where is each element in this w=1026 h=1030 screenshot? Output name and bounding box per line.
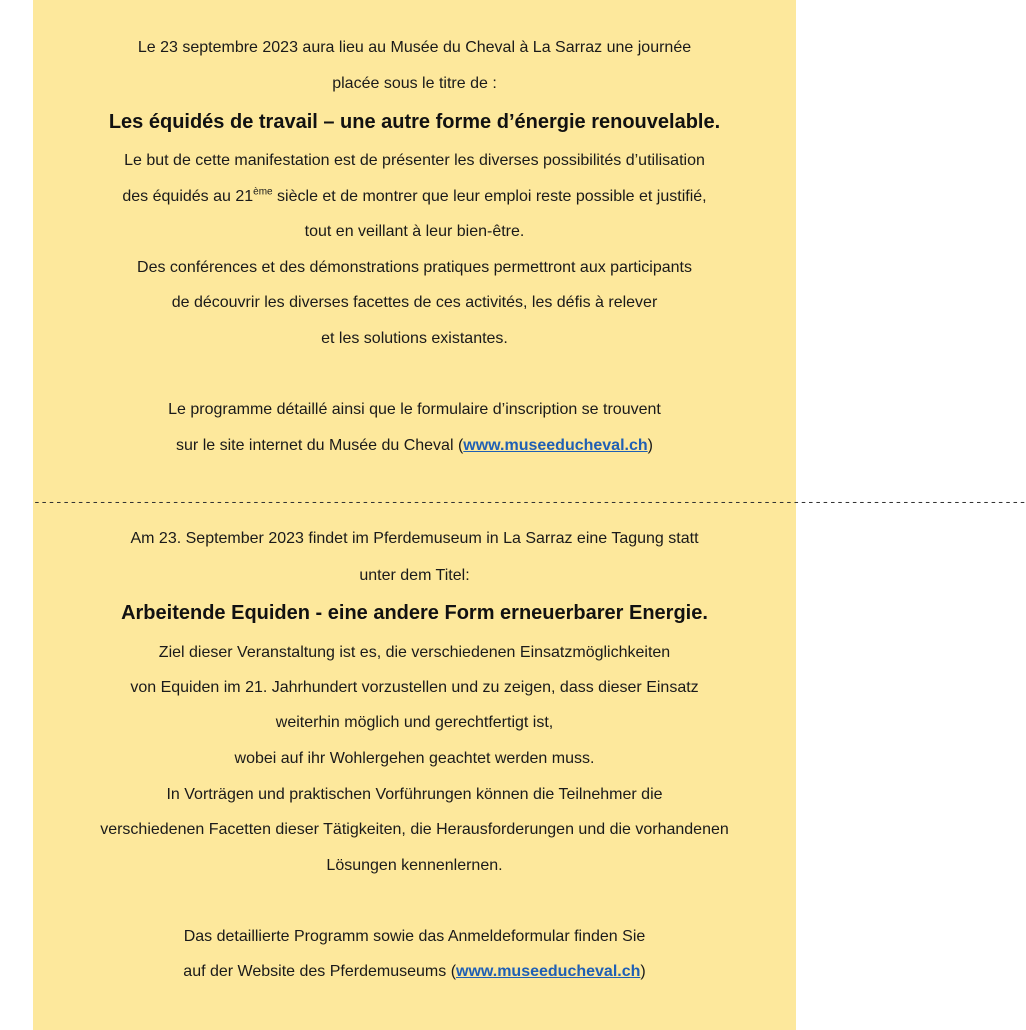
de-body-line-7: Lösungen kennenlernen.	[326, 857, 503, 874]
fr-body-line-2	[33, 187, 796, 207]
de-body-line-3: weiterhin möglich und gerechtfertigt ist,	[275, 714, 554, 731]
fr-intro-line-1: Le 23 septembre 2023 aura lieu au Musée du Cheval à La Sarraz une journée	[137, 39, 692, 56]
de-intro-line-2: unter dem Titel:	[359, 567, 470, 584]
fr-body-line-4: Des conférences et des démonstrations pratiques permettront aux participants	[137, 259, 692, 276]
fr-program-line-1: Le programme détaillé ainsi que le formulaire d’inscription se trouvent	[168, 401, 661, 418]
de-body-line-1: Ziel dieser Veranstaltung ist es, die verschiedenen Einsatzmöglichkeiten	[158, 644, 671, 661]
fr-program-line-2-end: )	[647, 437, 653, 454]
fr-body-line-2-superscript: ème	[253, 186, 273, 198]
de-program-line-2-end: )	[640, 963, 646, 980]
fr-body-line-3: tout en veillant à leur bien-être.	[304, 223, 525, 240]
de-website-link[interactable]: www.museeducheval.ch	[456, 963, 641, 980]
de-body-line-5: In Vorträgen und praktischen Vorführungen können die Teilnehmer die	[166, 786, 663, 803]
fr-body-line-6: et les solutions existantes.	[321, 330, 508, 347]
fr-body-line-2-start: des équidés au 21	[122, 188, 254, 205]
de-program-line-2-start: auf der Website des Pferdemuseums (	[183, 963, 457, 980]
fr-program-line-2-start: sur le site internet du Musée du Cheval (	[176, 437, 464, 454]
de-body-line-6: verschiedenen Facetten dieser Tätigkeiten, die Herausforderungen und die vorhandenen	[100, 821, 729, 838]
de-body-line-2: von Equiden im 21. Jahrhundert vorzustellen und zu zeigen, dass dieser Einsatz	[130, 679, 699, 696]
fr-intro-line-2: placée sous le titre de :	[332, 75, 497, 92]
fr-website-link[interactable]: www.museeducheval.ch	[463, 437, 648, 454]
section-separator: ----------------------------------------------------------------------------------------------------------------------------------------	[33, 495, 1026, 510]
de-intro-line-1: Am 23. September 2023 findet im Pferdemuseum in La Sarraz eine Tagung statt	[130, 530, 699, 547]
de-title: Arbeitende Equiden - eine andere Form erneuerbarer Energie.	[121, 602, 708, 624]
de-body-line-4: wobei auf ihr Wohlergehen geachtet werden muss.	[234, 750, 595, 767]
document-page	[33, 0, 1026, 1030]
fr-program-line-2	[33, 436, 796, 456]
fr-body-line-2-end: siècle et de montrer que leur emploi reste possible et justifié,	[272, 188, 707, 205]
fr-title: Les équidés de travail – une autre forme d’énergie renouvelable.	[108, 111, 721, 133]
fr-body-line-5: de découvrir les diverses facettes de ces activités, les défis à relever	[171, 294, 658, 311]
de-program-line-1: Das detaillierte Programm sowie das Anmeldeformular finden Sie	[183, 928, 646, 945]
de-program-line-2	[33, 962, 796, 982]
fr-body-line-1: Le but de cette manifestation est de présenter les diverses possibilités d’utilisation	[124, 152, 705, 169]
